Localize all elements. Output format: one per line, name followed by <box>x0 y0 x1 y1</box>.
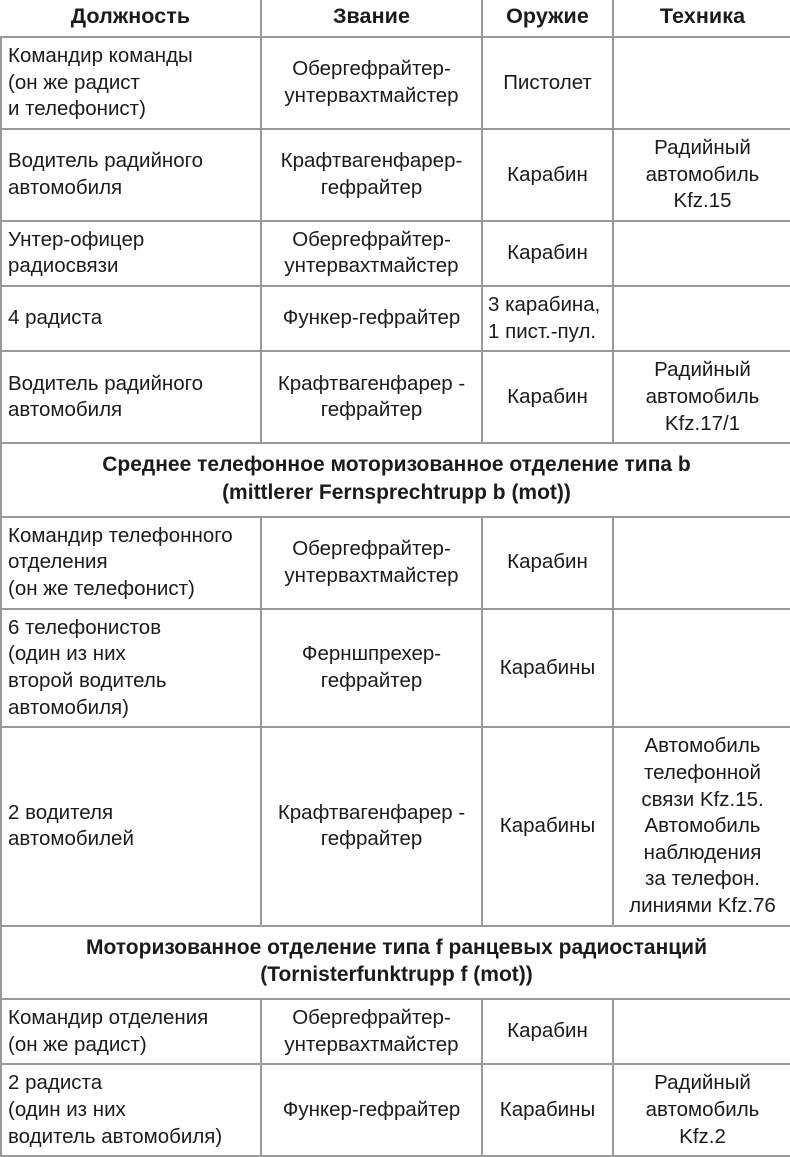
cell-vehicle <box>613 37 790 129</box>
cell-line: (он же телефонист) <box>8 577 195 601</box>
cell-line: Крафтвагенфарер - <box>277 800 466 824</box>
cell-line: Карабины <box>499 655 596 679</box>
cell-vehicle <box>613 221 790 286</box>
cell-line: Обергефрайтер- <box>292 227 451 251</box>
cell-rank <box>261 609 482 728</box>
cell-weapon <box>482 609 613 728</box>
cell-position <box>1 517 261 609</box>
cell-position <box>1 727 261 925</box>
cell-rank <box>261 999 482 1064</box>
cell-line: 4 радиста <box>8 306 103 330</box>
cell-line: Карабины <box>499 814 596 838</box>
cell-vehicle <box>613 517 790 609</box>
cell-line: Командир команды <box>8 44 193 67</box>
cell-position <box>1 221 261 286</box>
table-row <box>1 1064 790 1156</box>
cell-line: 6 телефонистов <box>8 615 162 639</box>
cell-line: Автомобиль <box>644 814 761 838</box>
cell-line: отделения <box>8 550 108 574</box>
cell-weapon <box>482 221 613 286</box>
section-header-row <box>1 443 790 516</box>
cell-position <box>1 609 261 728</box>
cell-line: Обергефрайтер- <box>292 537 451 561</box>
cell-line: унтервахтмайстер <box>284 563 459 587</box>
cell-line: унтервахтмайстер <box>284 254 459 278</box>
cell-line: Kfz.15 <box>673 189 732 213</box>
cell-vehicle <box>613 129 790 221</box>
cell-line: Водитель радийного <box>8 371 204 395</box>
cell-weapon <box>482 286 613 351</box>
table-row <box>1 727 790 925</box>
section-header-row <box>1 926 790 999</box>
cell-line: второй водитель <box>8 668 167 692</box>
cell-line: автомобиль <box>645 162 760 186</box>
cell-line: Kfz.17/1 <box>664 411 741 435</box>
table-row <box>1 286 790 351</box>
cell-position <box>1 1064 261 1156</box>
cell-line: за телефон. <box>644 867 761 891</box>
cell-line: Унтер-офицер <box>8 227 145 251</box>
cell-line: унтервахтмайстер <box>284 1032 459 1056</box>
cell-line: Крафтвагенфарер - <box>277 371 466 395</box>
cell-line: Радийный <box>654 358 751 382</box>
cell-position <box>1 351 261 443</box>
cell-line: Среднее телефонное моторизованное отделение типа b <box>102 453 691 477</box>
cell-rank <box>261 351 482 443</box>
cell-line: гефрайтер <box>320 827 423 851</box>
column-header-rank: Звание <box>261 0 482 37</box>
cell-line: автомобиля) <box>8 695 129 719</box>
cell-weapon <box>482 37 613 129</box>
cell-line: Ферншпрехер- <box>301 642 442 666</box>
cell-vehicle <box>613 609 790 728</box>
cell-line: Функер-гефрайтер <box>282 1098 461 1122</box>
cell-line: Моторизованное отделение типа f ранцевых радиостанций <box>85 935 708 959</box>
section-title <box>1 926 790 999</box>
cell-line: гефрайтер <box>320 668 423 692</box>
cell-line: автомобилей <box>8 827 134 851</box>
table-row <box>1 221 790 286</box>
cell-position <box>1 999 261 1064</box>
cell-rank <box>261 1064 482 1156</box>
cell-weapon <box>482 351 613 443</box>
cell-line: Радийный <box>654 135 751 159</box>
cell-line: (один из них <box>8 642 126 666</box>
cell-rank <box>261 129 482 221</box>
cell-vehicle <box>613 286 790 351</box>
cell-line: и телефонист) <box>8 97 146 121</box>
cell-vehicle <box>613 727 790 925</box>
cell-line: автомобиль <box>645 385 760 409</box>
cell-line: Карабин <box>507 1019 588 1043</box>
cell-line: связи Kfz.15. <box>641 787 764 811</box>
cell-line: Функер-гефрайтер <box>282 306 461 330</box>
cell-line: Командир телефонного <box>8 523 233 547</box>
table-header-row <box>1 0 790 37</box>
cell-line: Карабин <box>507 162 588 186</box>
column-header-vehicle: Техника <box>613 0 790 37</box>
cell-line: (один из них <box>8 1098 126 1122</box>
cell-rank <box>261 221 482 286</box>
cell-line: (mittlerer Fernsprechtrupp b (mot)) <box>222 481 571 505</box>
cell-rank <box>261 517 482 609</box>
table-row <box>1 37 790 129</box>
cell-line: наблюдения <box>643 840 762 864</box>
cell-position <box>1 129 261 221</box>
cell-weapon <box>482 517 613 609</box>
cell-line: водитель автомобиля) <box>8 1124 223 1148</box>
cell-line: 3 карабина, <box>488 293 601 317</box>
table-row <box>1 351 790 443</box>
table-header <box>1 0 790 37</box>
cell-weapon <box>482 1064 613 1156</box>
cell-line: линиями Kfz.76 <box>629 894 776 918</box>
cell-line: Водитель радийного <box>8 149 204 173</box>
table-row <box>1 129 790 221</box>
cell-line: Карабины <box>499 1098 596 1122</box>
cell-vehicle <box>613 351 790 443</box>
cell-weapon <box>482 129 613 221</box>
cell-rank <box>261 727 482 925</box>
cell-line: гефрайтер <box>320 398 423 422</box>
cell-line: Обергефрайтер- <box>292 57 451 81</box>
cell-line: (он же радист) <box>8 1032 147 1056</box>
cell-line: автомобиля <box>8 398 123 422</box>
cell-weapon <box>482 999 613 1064</box>
table-body <box>1 37 790 1156</box>
cell-line: гефрайтер <box>320 175 423 199</box>
cell-rank <box>261 37 482 129</box>
cell-line: Крафтвагенфарер- <box>280 149 463 173</box>
cell-line: Радийный <box>654 1071 751 1095</box>
cell-line: Карабин <box>507 241 588 265</box>
column-header-position: Должность <box>1 0 261 37</box>
cell-line: 2 радиста <box>8 1071 103 1095</box>
table-row <box>1 999 790 1064</box>
cell-line: Командир отделения <box>8 1006 209 1030</box>
cell-line: Автомобиль <box>644 734 761 758</box>
cell-rank <box>261 286 482 351</box>
cell-line: унтервахтмайстер <box>284 83 459 107</box>
cell-vehicle <box>613 1064 790 1156</box>
cell-weapon <box>482 727 613 925</box>
cell-line: 2 водителя <box>8 800 114 824</box>
cell-position <box>1 37 261 129</box>
table-row <box>1 517 790 609</box>
section-title <box>1 443 790 516</box>
cell-line: радиосвязи <box>8 254 119 278</box>
cell-line: автомобиль <box>645 1098 760 1122</box>
cell-line: 1 пист.-пул. <box>488 319 597 343</box>
table-row <box>1 609 790 728</box>
cell-line: Карабин <box>507 385 588 409</box>
cell-line: телефонной <box>643 760 761 784</box>
cell-position <box>1 286 261 351</box>
cell-line: автомобиля <box>8 175 123 199</box>
cell-vehicle <box>613 999 790 1064</box>
column-header-weapon: Оружие <box>482 0 613 37</box>
cell-line: Обергефрайтер- <box>292 1006 451 1030</box>
cell-line: (он же радист <box>8 70 140 94</box>
cell-line: Пистолет <box>503 70 592 94</box>
cell-line: (Tornisterfunktrupp f (mot)) <box>260 963 533 987</box>
cell-line: Карабин <box>507 550 588 574</box>
cell-line: Kfz.2 <box>679 1124 726 1148</box>
